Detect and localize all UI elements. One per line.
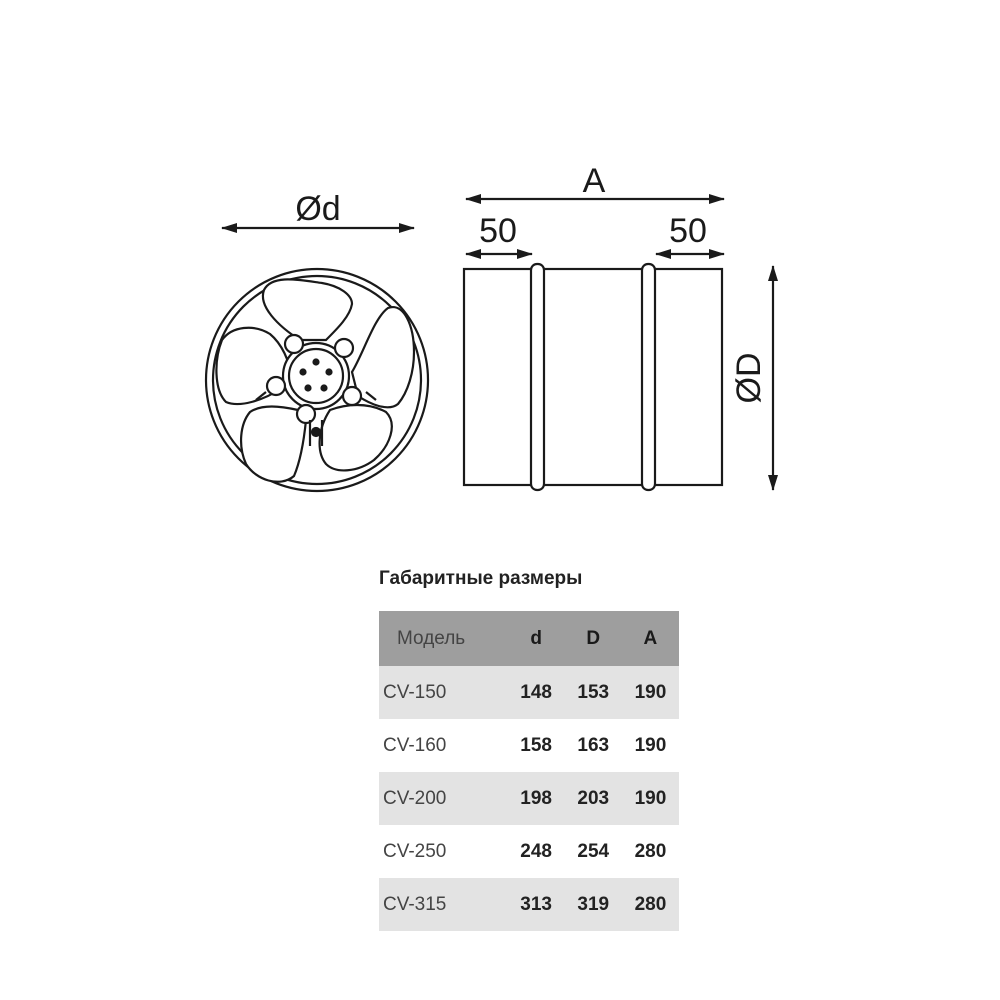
cell-A: 190	[634, 734, 667, 756]
header-D: D	[565, 611, 622, 666]
table-row	[379, 772, 679, 825]
cell-model: CV-315	[379, 878, 508, 931]
cell-D: 153	[565, 666, 622, 719]
dimensions-table-title: Габаритные размеры	[379, 568, 583, 589]
cell-model: CV-250	[383, 840, 447, 862]
outer-diameter-label: ØD	[730, 352, 768, 404]
bracket-screw-icon	[312, 428, 320, 436]
length-a-label: A	[582, 162, 606, 200]
cell-d: 313	[508, 878, 565, 931]
cell-D: 319	[565, 878, 622, 931]
diameter-d-label: Ød	[295, 190, 341, 228]
left-clamp-band	[531, 264, 544, 490]
header-d: d	[508, 611, 565, 666]
right-collar-label: 50	[669, 212, 707, 250]
fan-housing-body	[464, 269, 722, 485]
fan-blade-top	[263, 279, 352, 340]
fan-blade-bottom-left	[241, 407, 306, 482]
header-A: A	[622, 611, 679, 666]
cell-A: 190	[622, 666, 679, 719]
cell-model: CV-150	[379, 666, 508, 719]
header-model: Модель	[379, 611, 508, 666]
fan-blade-bottom-right	[320, 405, 392, 470]
table-row	[379, 719, 679, 772]
cell-D: 163	[577, 734, 610, 756]
table-row	[379, 878, 679, 931]
front-view	[206, 228, 428, 491]
cell-A: 190	[622, 772, 679, 825]
cell-d: 198	[508, 772, 565, 825]
cell-d: 158	[520, 734, 552, 756]
cell-model: CV-200	[379, 772, 508, 825]
table-header-row	[379, 611, 679, 666]
cell-A: 280	[634, 840, 667, 862]
cell-A: 280	[622, 878, 679, 931]
dimensions-table	[379, 611, 679, 931]
cell-D: 203	[565, 772, 622, 825]
cell-D: 254	[577, 840, 610, 862]
cell-d: 248	[520, 840, 552, 862]
right-clamp-band	[642, 264, 655, 490]
table-row	[379, 825, 679, 878]
cell-model: CV-160	[383, 734, 447, 756]
left-collar-label: 50	[479, 212, 517, 250]
cell-d: 148	[508, 666, 565, 719]
table-row	[379, 666, 679, 719]
